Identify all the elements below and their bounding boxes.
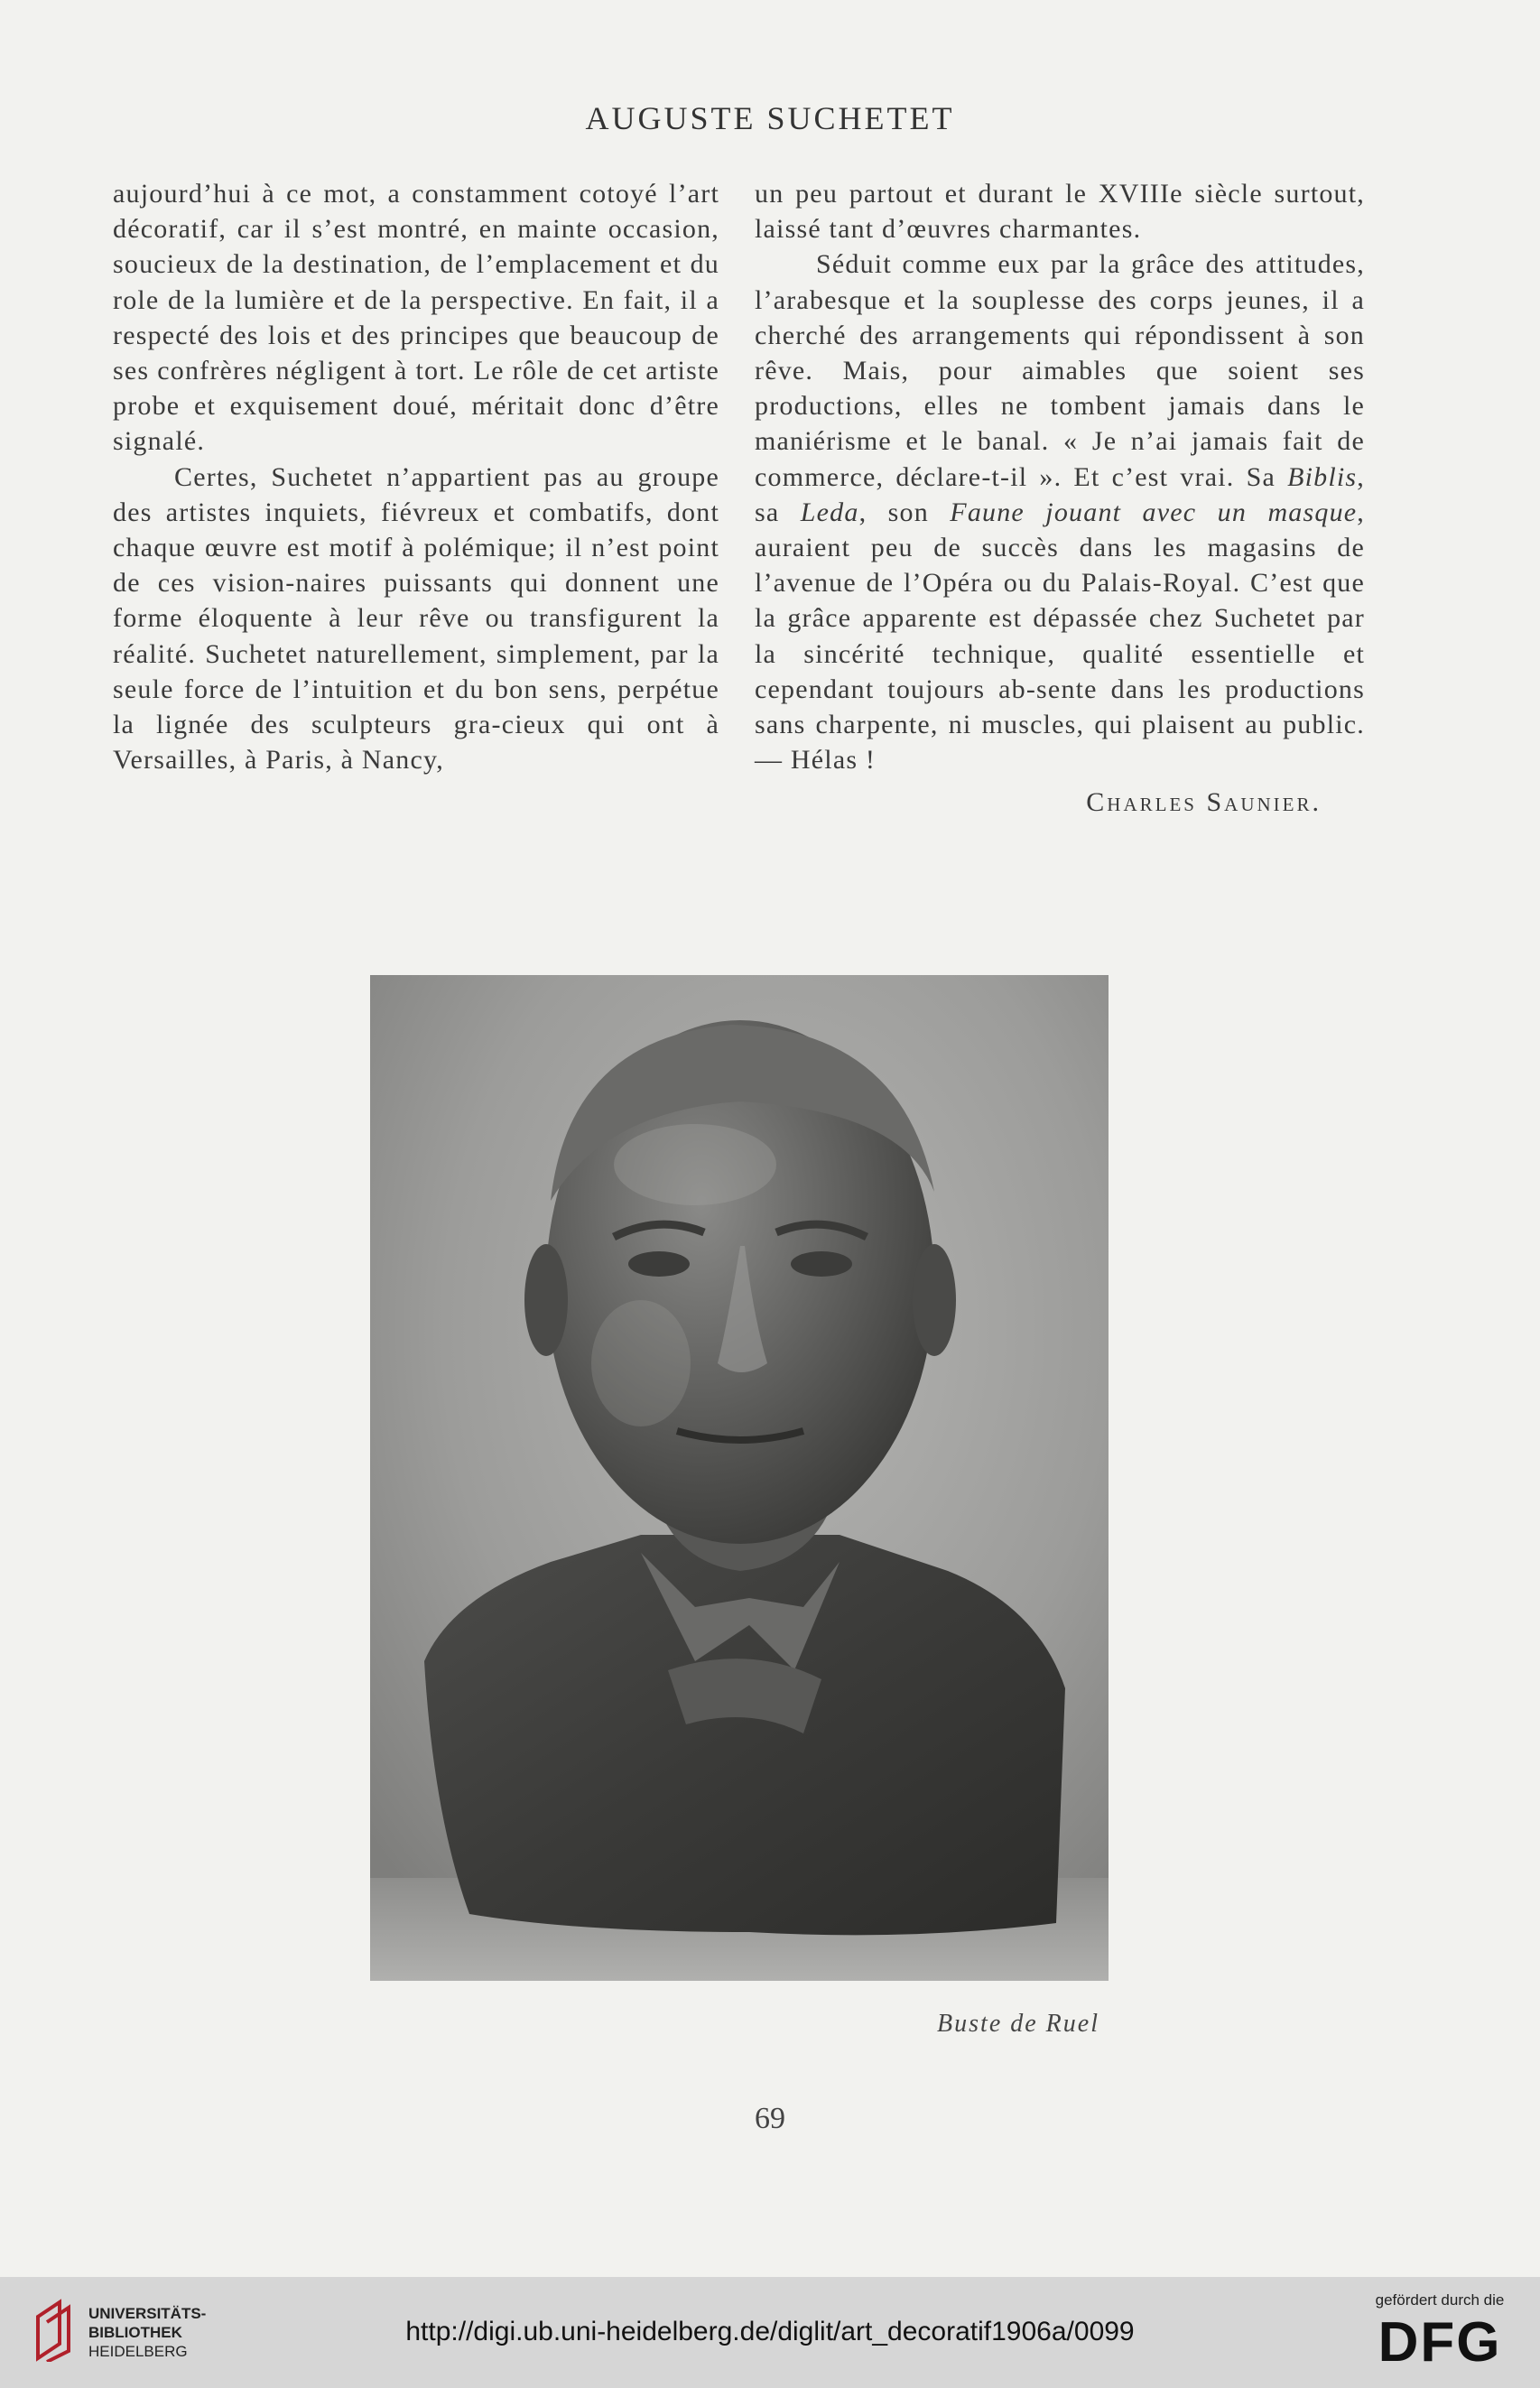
logo-line-1: UNIVERSITÄTS- [88, 2305, 207, 2322]
running-head: AUGUSTE SUCHETET [585, 100, 955, 136]
sponsor-label: gefördert durch die [1375, 2291, 1505, 2309]
page-number: 69 [755, 2102, 785, 2135]
figure-caption: Buste de Ruel [937, 2010, 1099, 2038]
logo-line-3: HEIDELBERG [88, 2343, 188, 2360]
right-paragraph-1: un peu partout et durant le XVIIIe siècle surtout, laissé tant d’œuvres charmantes. [755, 179, 1365, 245]
logo-line-2: BIBLIOTHEK [88, 2324, 182, 2341]
sponsor-block [1363, 2291, 1517, 2374]
left-paragraph-1: aujourd’hui à ce mot, a constamment cotoyé l’art décoratif, car il s’est montré, en mainte occasion, soucieux de la destination, de l’emplacement et du role de la lumière et de la perspective. En fait, il a respecté des lois et des principes que beaucoup de ses confrères négligent à tort. Le rôle de cet artiste probe et exquisement doué, méritait donc d’être signalé. [113, 179, 719, 457]
right-column [755, 176, 1365, 821]
viewer-footer-bar [0, 2277, 1540, 2388]
separator-2: , son [858, 497, 951, 527]
left-paragraph-2: Certes, Suchetet n’appartient pas au groupe des artistes inquiets, fiévreux et combatifs, dont chaque œuvre est motif à polémique; il n’est point de ces vision-naires puissants qui donnent une forme éloquente à leur rêve ou transfigurent la réalité. Suchetet naturellement, simplement, par la seule force de l’intuition et du bon sens, perpétue la lignée des sculpteurs gra-cieux qui ont à Versailles, à Paris, à Nancy, [113, 461, 719, 776]
left-column [113, 176, 719, 777]
author-signature: Charles Saunier. [1086, 787, 1322, 818]
right-paragraph-2-text-b: , auraient peu de succès dans les magasins de l’avenue de l’Opéra ou du Palais-Royal. C’est que la grâce apparente est dépassée chez Suchetet par la sincérité technique, qualité essentielle et cependant toujours ab-sente dans les productions sans charpente, ni muscles, qui plaisent au public. — Hélas ! [755, 497, 1365, 776]
dfg-logo: DFG [1378, 2311, 1502, 2374]
work-title-leda: Leda [800, 497, 859, 527]
separator-1: , sa [755, 461, 1365, 527]
work-title-faune: Faune jouant avec un masque [950, 497, 1358, 527]
bust-photograph [370, 975, 1109, 1981]
bust-image [370, 975, 1109, 1981]
permalink-url[interactable]: http://digi.ub.uni-heidelberg.de/diglit/art_decoratif1906a/0099 [405, 2317, 1135, 2346]
work-title-biblis: Biblis [1287, 461, 1358, 492]
right-paragraph-2-text-a: Séduit comme eux par la grâce des attitudes, l’arabesque et la souplesse des corps jeunes, il a cherché des arrangements qui répondissent à son rêve. Mais, pour aimables que soient ses productions, elles ne tombent jamais dans le maniérisme et le banal. « Je n’ai jamais fait de commerce, déclare-t-il ». Et c’est vrai. Sa [755, 249, 1365, 492]
right-paragraph-2 [755, 246, 1365, 777]
